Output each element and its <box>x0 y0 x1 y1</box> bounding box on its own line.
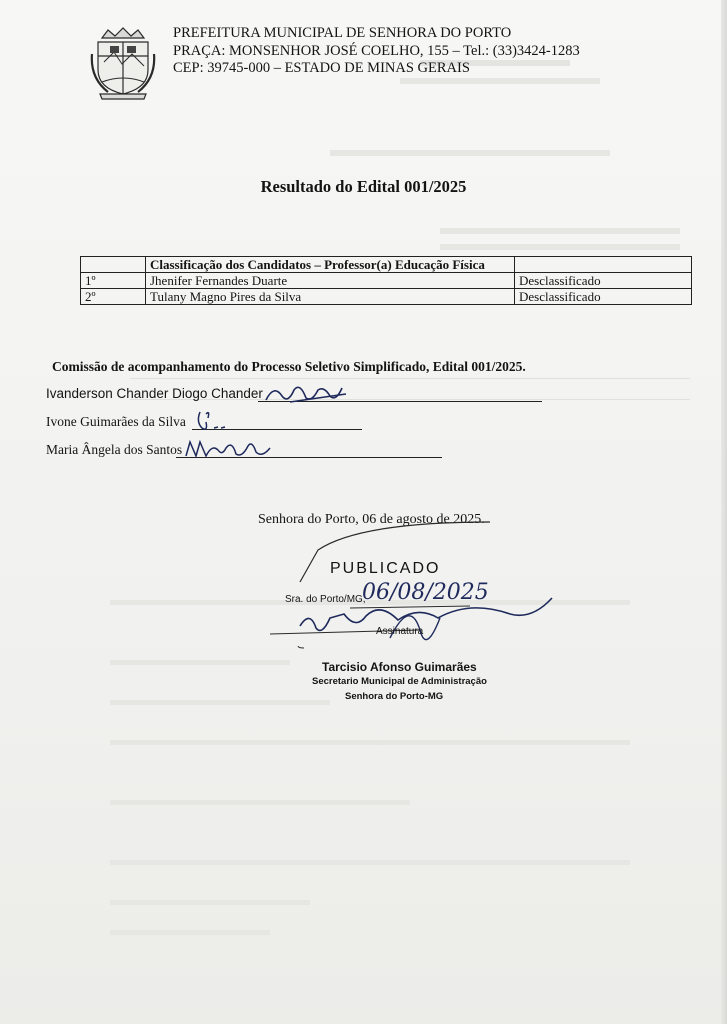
table-row <box>81 273 692 289</box>
date-line: Senhora do Porto, 06 de agosto de 2025. <box>258 512 485 527</box>
table-header-row <box>81 257 692 273</box>
stamp-signer-name: Tarcisio Afonso Guimarães <box>322 660 477 674</box>
rank-cell: 1º <box>81 273 146 289</box>
member-name-1: Ivanderson Chander Diogo Chander <box>46 386 263 401</box>
handwritten-signature-1 <box>260 380 360 408</box>
table-row <box>81 289 692 305</box>
candidate-name-cell: Jhenifer Fernandes Duarte <box>146 273 515 289</box>
document-title: Resultado do Edital 001/2025 <box>260 177 467 196</box>
stamp-place-label: Sra. do Porto/MG, <box>285 594 366 605</box>
municipal-seal-icon <box>88 24 158 100</box>
stamp-signature-label: Assinatura <box>376 626 424 637</box>
status-cell: Desclassificado <box>515 273 692 289</box>
member-name-3: Maria Ângela dos Santos <box>46 442 183 457</box>
status-cell: Desclassificado <box>515 289 692 305</box>
commission-heading: Comissão de acompanhamento do Processo Seletivo Simplificado, Edital 001/2025. <box>52 359 526 374</box>
letterhead-line-1: PREFEITURA MUNICIPAL DE SENHORA DO PORTO <box>173 25 512 41</box>
letterhead-line-3: CEP: 39745-000 – ESTADO DE MINAS GERAIS <box>173 60 470 76</box>
rank-cell: 2º <box>81 289 146 305</box>
member-name-2: Ivone Guimarães da Silva <box>46 414 186 429</box>
letterhead <box>173 25 580 78</box>
stamp-title: PUBLICADO <box>330 560 441 577</box>
page-edge <box>721 0 727 1024</box>
candidate-name-cell: Tulany Magno Pires da Silva <box>146 289 515 305</box>
stamp-handwritten-date: 06/08/2025 <box>362 580 489 605</box>
stamp-signer-role: Secretario Municipal de Administração <box>312 676 487 687</box>
results-table <box>80 256 692 305</box>
handwritten-signature-2 <box>194 408 234 434</box>
table-header: Classificação dos Candidatos – Professor(a) Educação Física <box>146 257 515 273</box>
stamp-signer-place: Senhora do Porto-MG <box>345 691 444 702</box>
handwritten-signature-3 <box>182 436 278 462</box>
letterhead-line-2: PRAÇA: MONSENHOR JOSÉ COELHO, 155 – Tel.: (33)3424-1283 <box>173 42 580 59</box>
